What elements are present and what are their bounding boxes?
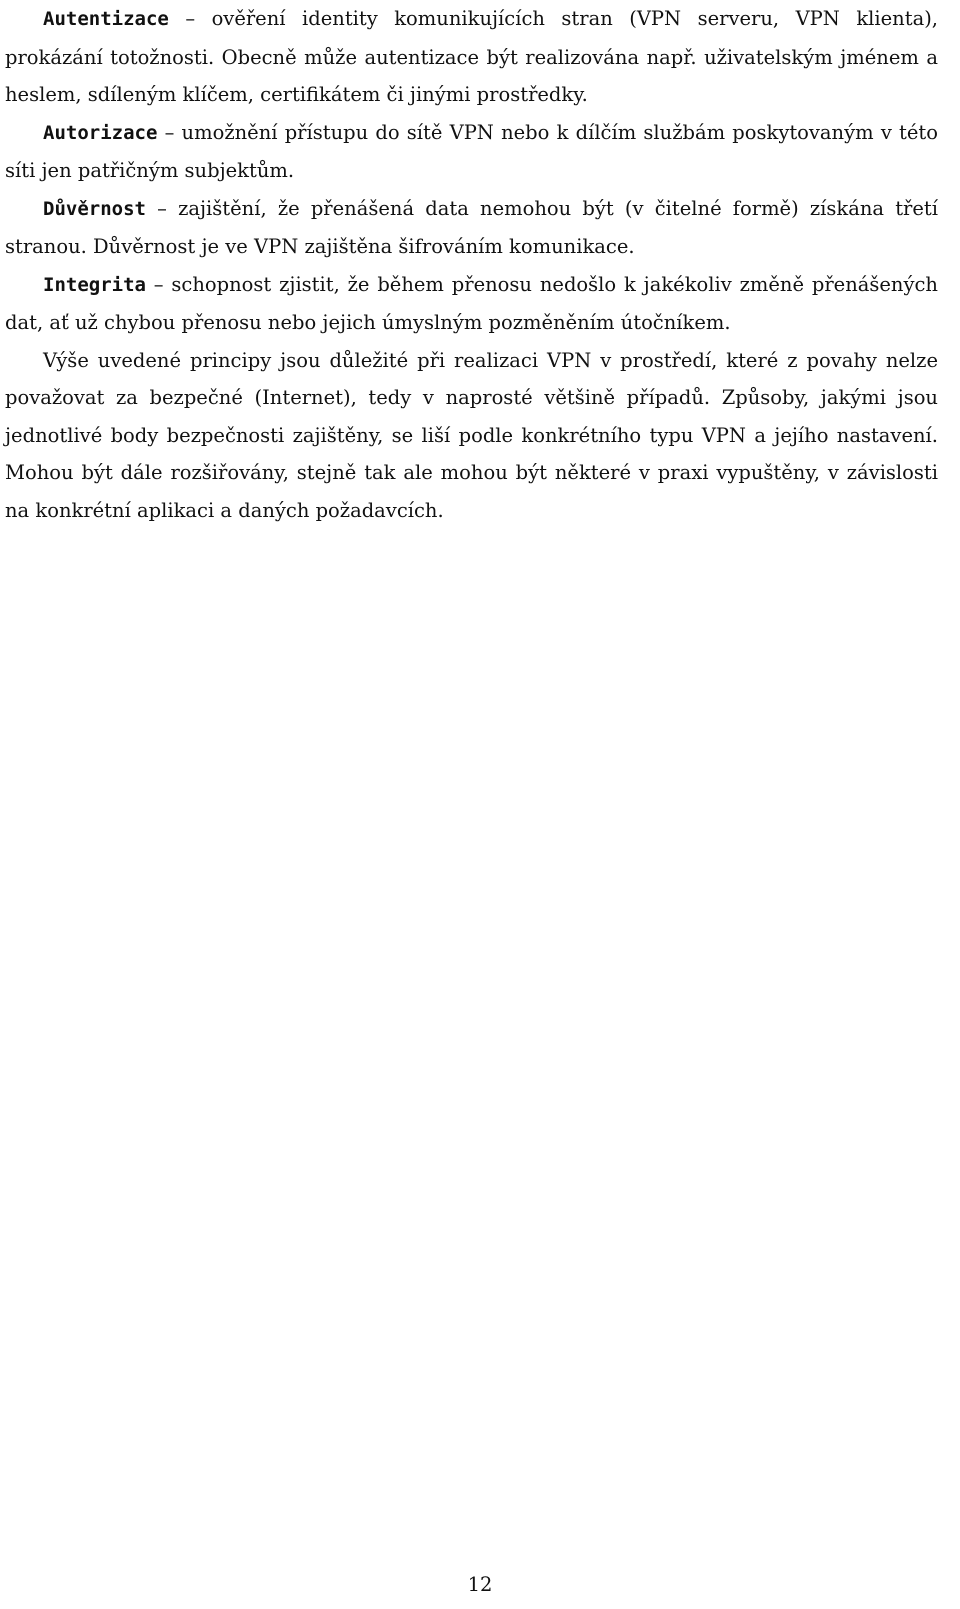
definition-text-autentizace: – ověření identity komunikujících stran (VPN serveru, VPN klienta), prokázání totožnosti. Obecně může autentizace být realizována např. uživatelským jménem a heslem, sdíleným klíčem, certifikátem či jinými prostředky.	[5, 7, 938, 106]
definition-text-autorizace: – umožnění přístupu do sítě VPN nebo k dílčím službám poskytovaným v této síti jen patřičným subjektům.	[5, 120, 938, 182]
definition-authorization	[5, 114, 938, 190]
definition-confidentiality	[5, 190, 938, 266]
term-duvernost: Důvěrnost	[43, 197, 146, 220]
term-autorizace: Autorizace	[43, 121, 158, 144]
term-autentizace: Autentizace	[43, 8, 169, 30]
document-body	[5, 0, 938, 529]
definition-text-integrita: – schopnost zjistit, že během přenosu nedošlo k jakékoliv změně přenášených dat, ať už chybou přenosu nebo jejich úmyslným pozměněním útočníkem.	[5, 272, 938, 334]
summary-paragraph: Výše uvedené principy jsou důležité při realizaci VPN v prostředí, které z povahy nelze považovat za bezpečné (Internet), tedy v naprosté většině případů. Způsoby, jakými jsou jednotlivé body bezpečnosti zajištěny, se liší podle konkrétního typu VPN a jejího nastavení. Mohou být dále rozšiřovány, stejně tak ale mohou být některé v praxi vypuštěny, v závislosti na konkrétní aplikaci a daných požadavcích.	[5, 348, 938, 522]
term-integrita: Integrita	[43, 273, 146, 296]
page-number: 12	[467, 1573, 493, 1596]
definition-integrity	[5, 266, 938, 342]
definition-text-duvernost: – zajištění, že přenášená data nemohou být (v čitelné formě) získána třetí stranou. Důvěrnost je ve VPN zajištěna šifrováním komunikace.	[5, 196, 938, 258]
definition-authentication	[5, 0, 938, 114]
